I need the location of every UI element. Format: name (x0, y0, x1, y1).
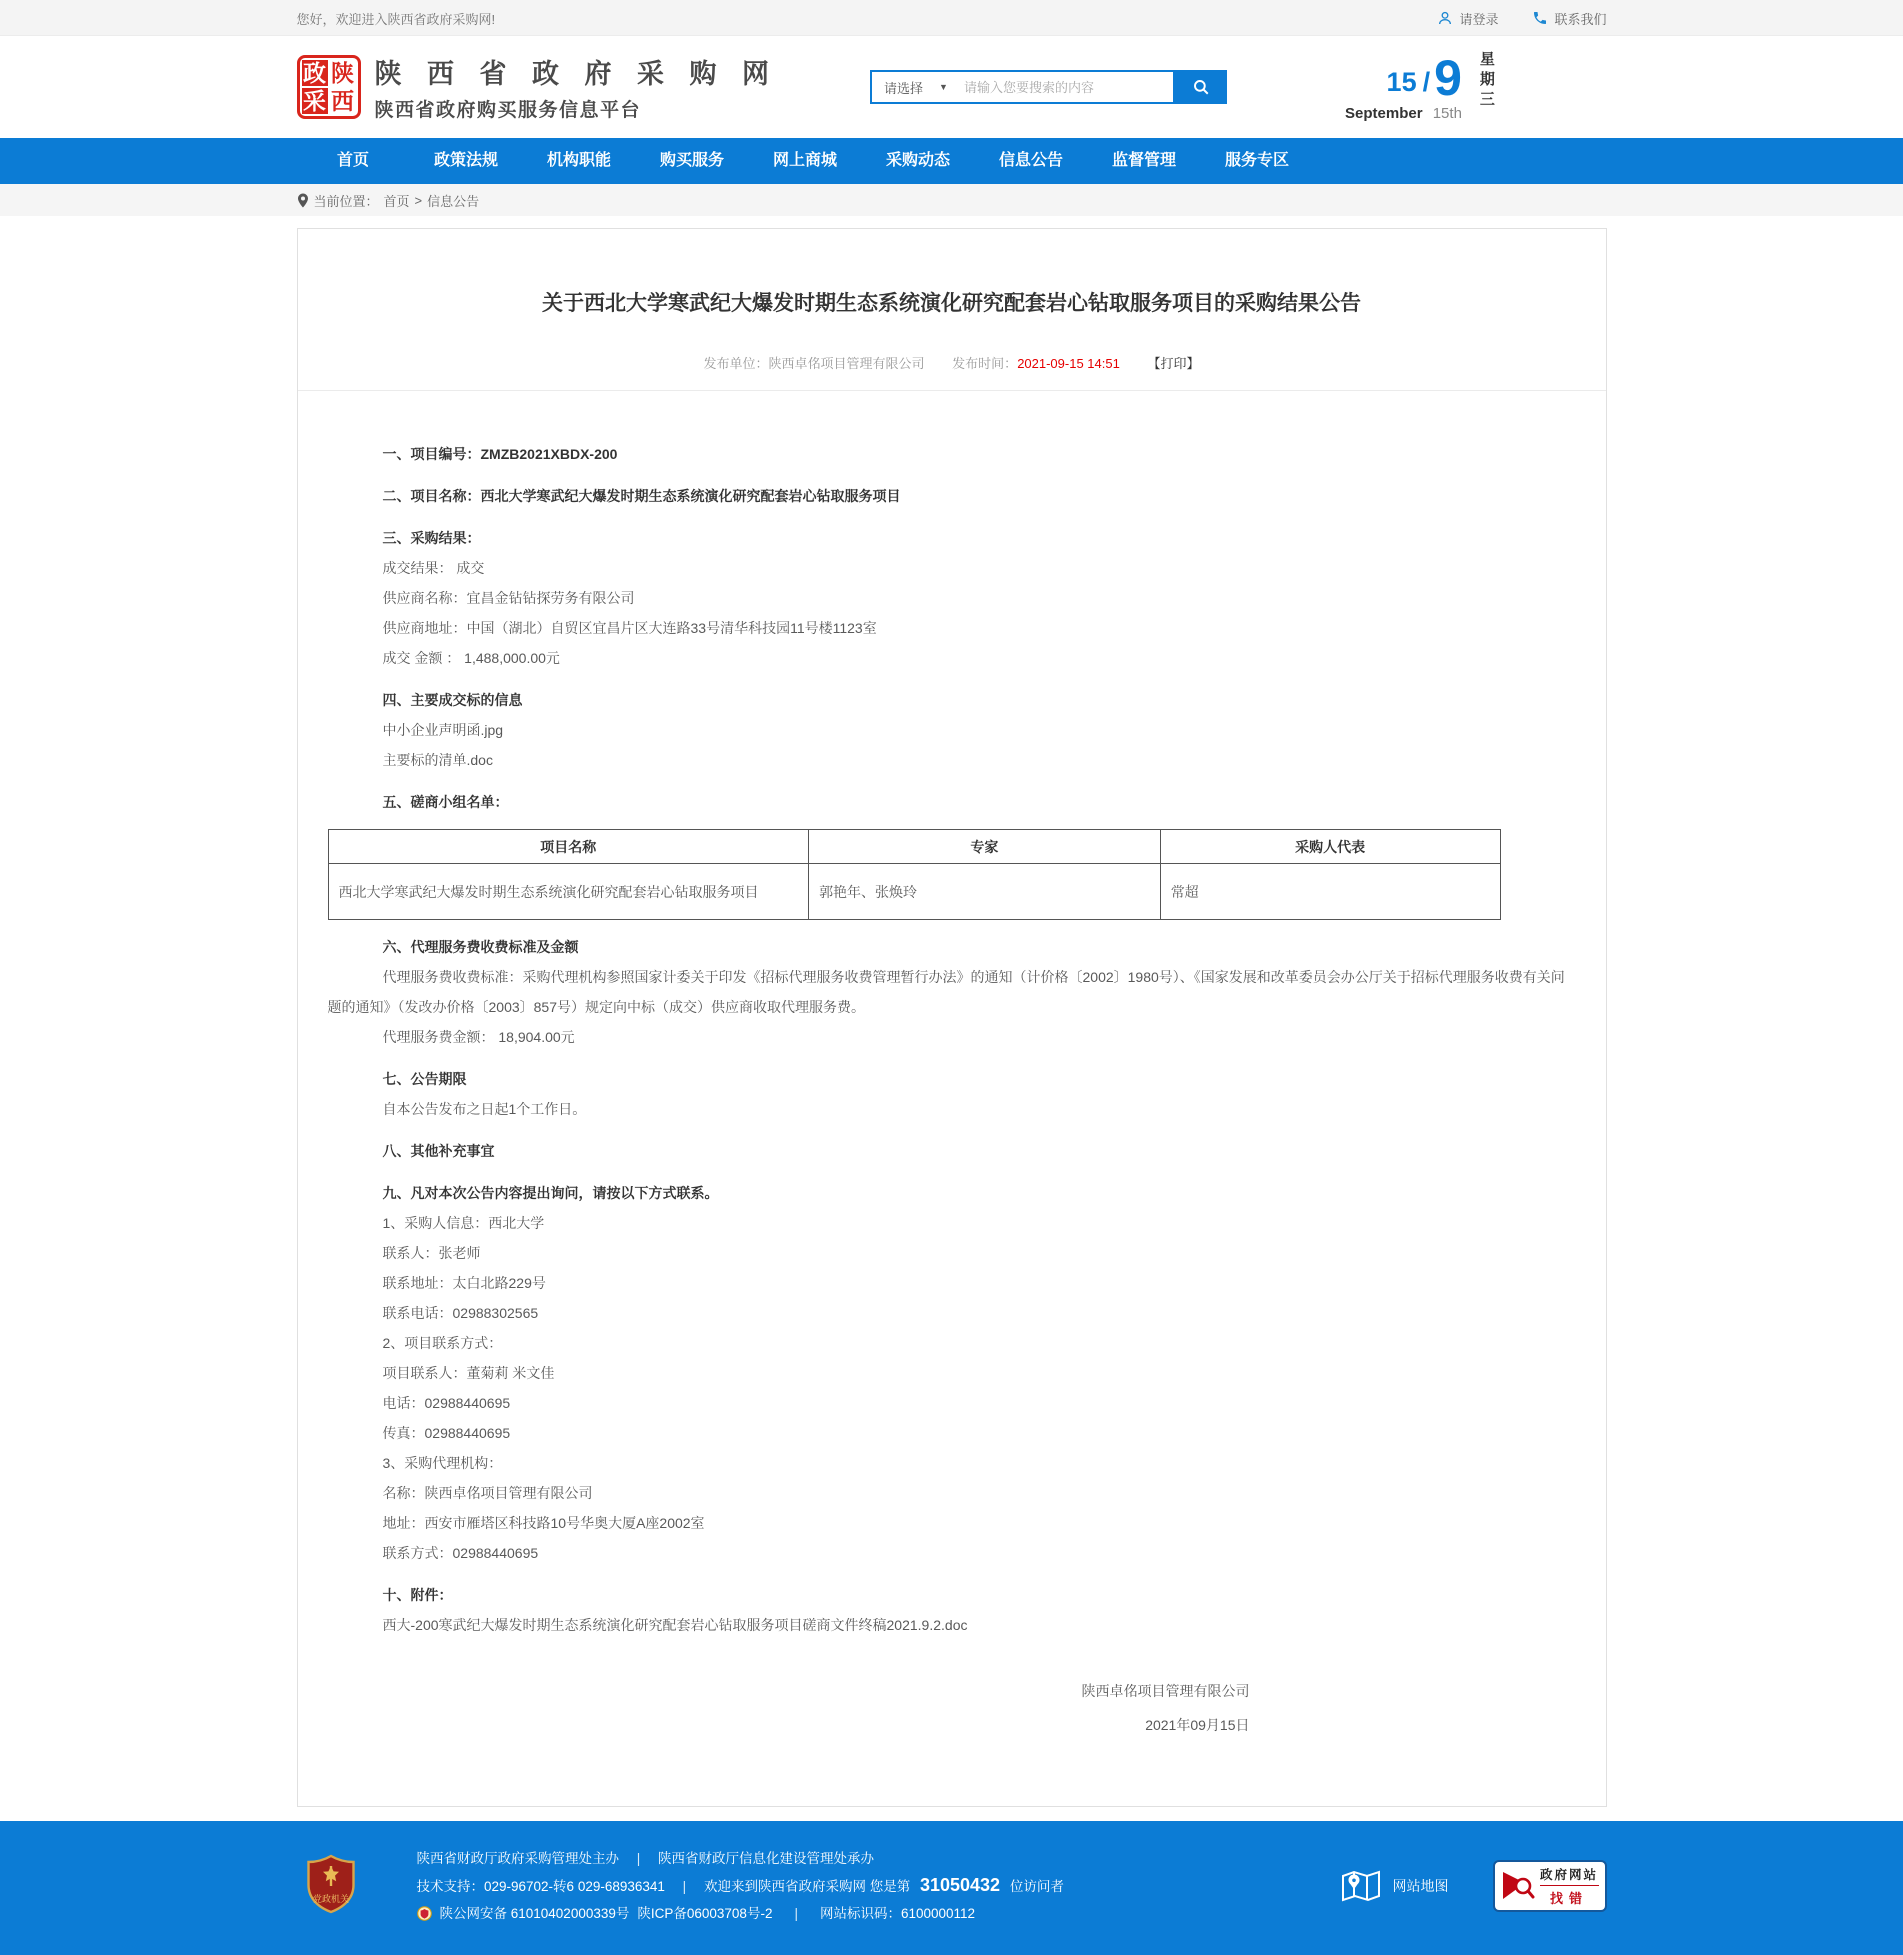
seal-logo-icon (297, 55, 361, 119)
site-footer (0, 1821, 1903, 1955)
page-title: 关于西北大学寒武纪大爆发时期生态系统演化研究配套岩心钻取服务项目的采购结果公告 (542, 292, 1361, 315)
seal-char: 政 (303, 59, 326, 86)
body-text: 供应商地址：中国（湖北）自贸区宜昌片区大连路33号清华科技园11号楼1123室 (382, 620, 877, 636)
error-badge-line1: 政府网站 (1540, 1865, 1599, 1886)
phone-icon (1532, 10, 1548, 26)
error-finder-icon (1501, 1869, 1535, 1903)
login-label: 请登录 (1459, 11, 1499, 27)
article-body (328, 439, 1576, 1640)
section-heading: 一、项目编号：ZMZB2021XBDX-200 (382, 446, 618, 462)
body-text: 地址：西安市雁塔区科技路10号华奥大厦A座2002室 (382, 1515, 705, 1531)
topbar (0, 0, 1903, 36)
body-text: 联系人：张老师 (382, 1245, 481, 1261)
body-text: 联系地址：太白北路229号 (382, 1275, 546, 1291)
visitor-count: 31050432 (919, 1875, 1001, 1895)
publish-time-value: 2021-09-15 14:51 (1017, 356, 1120, 371)
body-text: 2、项目联系方式： (382, 1335, 503, 1351)
search-icon (1192, 78, 1210, 96)
publisher-value: 陕西卓佲项目管理有限公司 (768, 356, 925, 371)
nav-item[interactable]: 服务专区 (1224, 152, 1289, 169)
map-icon (1341, 1868, 1381, 1904)
date-ordinal: 15th (1432, 104, 1462, 122)
table-header-cell: 项目名称 (328, 830, 809, 864)
date-day: 15 (1386, 66, 1417, 97)
article-meta (298, 353, 1606, 391)
body-text: 自本公告发布之日起1个工作日。 (382, 1101, 587, 1117)
police-record[interactable]: 陕公网安备 61010402000339号 (439, 1906, 630, 1921)
site-subtitle: 陕西省政府购买服务信息平台 (374, 100, 642, 121)
review-panel-table (328, 829, 1501, 920)
table-cell: 常超 (1160, 864, 1500, 920)
user-icon (1437, 10, 1453, 26)
login-link[interactable] (1437, 9, 1498, 28)
error-badge-line2: 找错 (1549, 1891, 1588, 1906)
section-heading: 八、其他补充事宜 (382, 1143, 495, 1159)
body-text: 成交结果： 成交 (382, 560, 485, 576)
sitemap-link[interactable] (1341, 1868, 1449, 1904)
nav-item[interactable]: 首页 (336, 152, 369, 169)
body-text: 代理服务费收费标准：采购代理机构参照国家计委关于印发《招标代理服务收费管理暂行办法》的通知（计价格〔2002〕1980号）、《国家发展和改革委员会办公厅关于招标代理服务收费有关问题的通知》（发改办价格〔2003〕857号）规定向中标（成交）供应商收取代理服务费。 (327, 969, 1565, 1015)
table-cell: 西北大学寒武纪大爆发时期生态系统演化研究配套岩心钻取服务项目 (328, 864, 809, 920)
body-text: 3、采购代理机构： (382, 1455, 503, 1471)
nav-item[interactable]: 采购动态 (885, 152, 950, 169)
nav-item[interactable]: 网上商城 (772, 152, 837, 169)
footer-support-line: 技术支持：029-96702-转6 029-68936341 | 欢迎来到陕西省政府采购网 您是第 31050432 位访问者 (416, 1875, 1064, 1895)
nav-item[interactable]: 监督管理 (1111, 152, 1176, 169)
signature-date: 2021年09月15日 (1145, 1717, 1250, 1733)
section-heading: 二、项目名称：西北大学寒武纪大爆发时期生态系统演化研究配套岩心钻取服务项目 (382, 488, 901, 504)
breadcrumb (297, 184, 1607, 216)
contact-link[interactable] (1532, 9, 1606, 28)
breadcrumb-bar (0, 184, 1903, 216)
publisher-label: 发布单位： (703, 356, 769, 371)
table-header-cell: 专家 (809, 830, 1161, 864)
nav-item[interactable]: 机构职能 (546, 152, 611, 169)
nav-item[interactable]: 信息公告 (998, 152, 1063, 169)
footer-org-line: 陕西省财政厅政府采购管理处主办 | 陕西省财政厅信息化建设管理处承办 (416, 1851, 875, 1866)
table-header-cell: 采购人代表 (1160, 830, 1500, 864)
site-code: 网站标识码：6100000112 (819, 1906, 976, 1921)
body-text: 1、采购人信息：西北大学 (382, 1215, 545, 1231)
date-weekday: 星期三 (1477, 51, 1495, 111)
signature-block (328, 1674, 1576, 1742)
date-month-name: September (1345, 104, 1423, 122)
main-nav (0, 138, 1903, 184)
section-heading: 五、磋商小组名单： (382, 794, 509, 810)
section-heading: 七、公告期限 (382, 1071, 467, 1087)
breadcrumb-current-link[interactable]: 信息公告 (427, 193, 480, 209)
article-card (297, 228, 1607, 1807)
site-name: 陕 西 省 政 府 采 购 网 (374, 59, 779, 89)
body-text: 项目联系人：董菊莉 米文佳 (382, 1365, 555, 1381)
svg-text:党政机关: 党政机关 (312, 1893, 349, 1904)
seal-char: 西 (331, 87, 354, 114)
nav-item[interactable]: 政策法规 (433, 152, 498, 169)
icp-record[interactable]: 陕ICP备06003708号-2 (637, 1906, 773, 1921)
print-button[interactable]: 【打印】 (1147, 356, 1200, 371)
seal-char: 采 (303, 87, 326, 114)
chevron-down-icon: ▼ (939, 82, 948, 92)
breadcrumb-label: 当前位置： (313, 193, 379, 209)
date-widget: 15 / 9 September 15th 星期三 (1345, 49, 1495, 122)
publish-time-label: 发布时间： (952, 356, 1018, 371)
body-text: 名称：陕西卓佲项目管理有限公司 (382, 1485, 593, 1501)
search-bar (870, 70, 1175, 104)
body-text: 供应商名称：宜昌金钻钻探劳务有限公司 (382, 590, 635, 606)
section-heading: 六、代理服务费收费标准及金额 (382, 939, 579, 955)
body-text: 传真：02988440695 (382, 1425, 511, 1441)
nav-item[interactable]: 购买服务 (659, 152, 724, 169)
contact-label: 联系我们 (1554, 11, 1607, 27)
seal-char: 陕 (331, 59, 354, 86)
section-heading: 三、采购结果： (382, 530, 481, 546)
site-header (0, 36, 1903, 138)
section-heading: 四、主要成交标的信息 (382, 692, 523, 708)
body-text: 成交 金额 ： 1,488,000.00元 (382, 650, 560, 666)
search-input[interactable] (960, 80, 1173, 95)
party-government-shield-icon (305, 1854, 357, 1919)
gov-site-error-report-badge[interactable] (1493, 1860, 1607, 1912)
footer-record-line: 陕公网安备 61010402000339号 陕ICP备06003708号-2 | 网站标识码：6100000112 (417, 1900, 1064, 1927)
body-text: 联系电话：02988302565 (382, 1305, 539, 1321)
body-text: 主要标的清单.doc (382, 752, 493, 768)
breadcrumb-separator: > (414, 192, 423, 208)
sitemap-label: 网站地图 (1392, 1878, 1449, 1894)
body-text: 中小企业声明函.jpg (382, 722, 504, 738)
body-text: 联系方式：02988440695 (382, 1545, 539, 1561)
site-logo[interactable] (297, 52, 779, 122)
date-month-number: 9 (1434, 49, 1462, 106)
signature-company: 陕西卓佲项目管理有限公司 (1081, 1683, 1250, 1699)
body-text: 电话：02988440695 (382, 1395, 511, 1411)
welcome-text: 您好，欢迎进入陕西省政府采购网! (296, 11, 496, 27)
police-badge-icon (417, 1906, 432, 1921)
location-pin-icon (297, 193, 309, 208)
search-select-label: 请选择 (884, 80, 924, 96)
body-text: 代理服务费金额： 18,904.00元 (382, 1029, 575, 1045)
table-cell: 郭艳年、张焕玲 (809, 864, 1161, 920)
section-heading: 十、附件： (382, 1587, 453, 1603)
search-button[interactable] (1175, 70, 1227, 104)
table-row (328, 864, 1500, 920)
breadcrumb-home-link[interactable]: 首页 (383, 193, 410, 209)
section-heading: 九、凡对本次公告内容提出询问，请按以下方式联系。 (382, 1185, 719, 1201)
search-category-select[interactable] (872, 78, 960, 97)
attachment-link[interactable]: 西大-200寒武纪大爆发时期生态系统演化研究配套岩心钻取服务项目磋商文件终稿2021.9.2.doc (382, 1617, 968, 1633)
